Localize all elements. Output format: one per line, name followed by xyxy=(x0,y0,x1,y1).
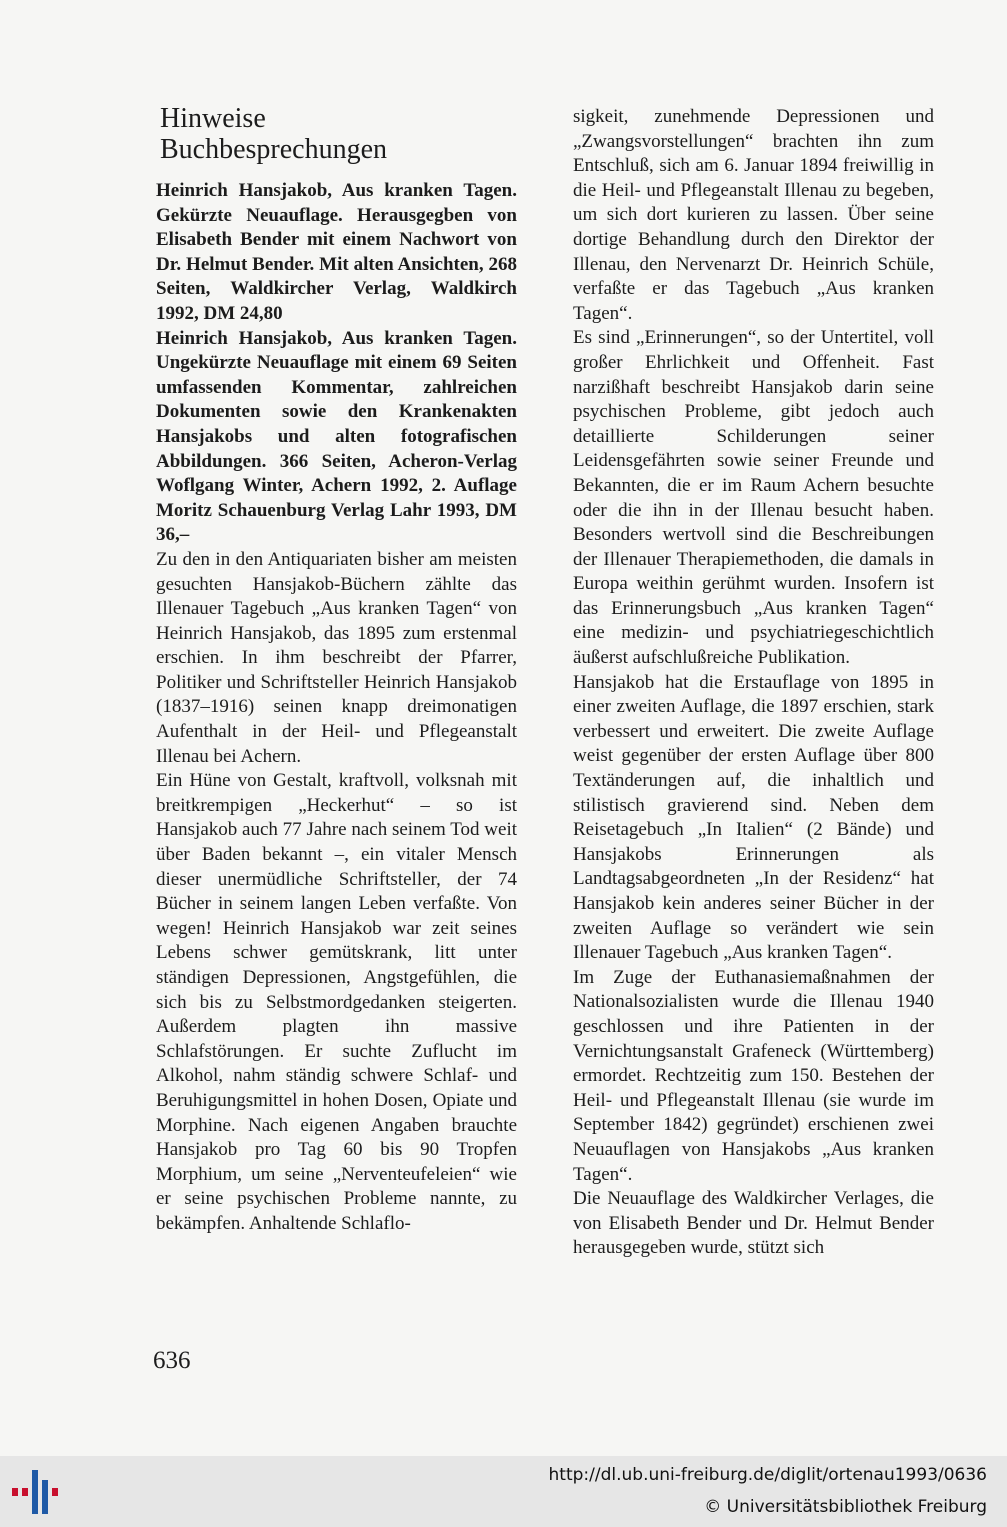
body-paragraph: Es sind „Erinnerungen“, so der Untertitel, voll großer Ehrlichkeit und Offenheit. Fast narzißhaft beschreibt Hansjakob darin seine psychischen Probleme, gibt jedoch auch detaillierte Schilderungen seiner Leidensgefährten sowie seiner Freunde und Bekannten, die er im Raum Achern besuchte oder die ihn in der Illenau besucht haben. Besonders wertvoll sind die Beschreibungen der Illenauer Therapiemethoden, die damals in Europa weithin gerühmt wurden. Insofern ist das Erinnerungsbuch „Aus kranken Tagen“ eine medizin- und psychiatriegeschichtlich äußerst aufschlußreiche Publikation. xyxy=(573,327,934,669)
heading-line-1: Hinweise xyxy=(160,103,266,134)
copyright-notice: © Universitätsbibliothek Freiburg xyxy=(704,1497,987,1517)
library-logo-icon[interactable] xyxy=(12,1466,64,1518)
heading-line-2: Buchbesprechungen xyxy=(160,134,388,165)
page-number: 636 xyxy=(153,1347,191,1374)
bibliographic-entry-1: Heinrich Hansjakob, Aus kranken Tagen. Gekürzte Neuauflage. Herausgegben von Elisabeth Bender mit einem Nachwort von Dr. Helmut Bender. Mit alten Ansichten, 268 Seiten, Waldkircher Verlag, Waldkirch 1992, DM 24,80 xyxy=(156,180,517,324)
body-paragraph: Die Neuauflage des Waldkircher Verlages, die von Elisabeth Bender und Dr. Helmut Bender herausgegeben wurde, stützt sich xyxy=(573,1188,934,1259)
left-column xyxy=(156,179,517,1237)
permalink-url[interactable]: http://dl.ub.uni-freiburg.de/diglit/ortenau1993/0636 xyxy=(548,1465,987,1485)
right-column xyxy=(573,105,934,1261)
body-paragraph: sigkeit, zunehmende Depressionen und „Zwangsvorstellungen“ brachten ihn zum Entschluß, sich am 6. Januar 1894 freiwillig in die Heil- und Pflegeanstalt Illenau zu begeben, um sich dort kurieren zu lassen. Über seine dortige Behandlung durch den Direktor der Illenau, den Nervenarzt Dr. Heinrich Schüle, verfaßte er das Tagebuch „Aus kranken Tagen“. xyxy=(573,106,934,324)
bibliographic-entry-2: Heinrich Hansjakob, Aus kranken Tagen. Ungekürzte Neuauflage mit einem 69 Seiten umfassenden Kommentar, zahlreichen Dokumenten sowie den Krankenakten Hansjakobs und alten fotografischen Abbildungen. 366 Seiten, Acheron-Verlag Woflgang Winter, Achern 1992, 2. Auflage Moritz Schauenburg Verlag Lahr 1993, DM 36,– xyxy=(156,327,517,546)
section-heading xyxy=(160,103,387,165)
body-paragraph: Hansjakob hat die Erstauflage von 1895 in einer zweiten Auflage, die 1897 erschien, stark verbessert und erweitert. Die zweite Auflage weist gegenüber der ersten Auflage über 800 Textänderungen auf, die inhaltlich und stilistisch gravierend sind. Neben dem Reisetagebuch „In Italien“ (2 Bände) und Hansjakobs Erinnerungen als Landtagsabgeordneten „In der Residenz“ hat Hansjakob kein anderes seiner Bücher in der zweiten Auflage so verändert wie sein Illenauer Tagebuch „Aus kranken Tagen“. xyxy=(573,671,934,964)
body-paragraph: Ein Hüne von Gestalt, kraftvoll, volksnah mit breitkrempigen „Heckerhut“ – so ist Hansjakob auch 77 Jahre nach seinem Tod weit über Baden bekannt –, ein vitaler Mensch dieser unermüdliche Schriftsteller, der 74 Bücher in seinem langen Leben verfaßte. Von wegen! Heinrich Hansjakob war zeit seines Lebens schwer gemütskrank, litt unter ständigen Depressionen, Angstgefühlen, die sich bis zu Selbstmordgedanken steigerten. Außerdem plagten ihn massive Schlafstörungen. Er suchte Zuflucht im Alkohol, nahm ständig schwere Schlaf- und Beruhigungsmittel in hohen Dosen, Opiate und Morphine. Nach eigenen Angaben brauchte Hansjakob pro Tag 60 bis 90 Tropfen Morphium, um seine „Nerventeufeleien“ wie er seine psychischen Probleme nannte, zu bekämpfen. Anhaltende Schlaflo- xyxy=(156,770,517,1234)
body-paragraph: Zu den in den Antiquariaten bisher am meisten gesuchten Hansjakob-Büchern zählte das Illenauer Tagebuch „Aus kranken Tagen“ von Heinrich Hansjakob, das 1895 zum erstenmal erschien. In ihm beschreibt der Pfarrer, Politiker und Schriftsteller Heinrich Hansjakob (1837–1916) seinen knapp dreimonatigen Aufenthalt in der Heil- und Pflegeanstalt Illenau bei Achern. xyxy=(156,548,517,767)
body-paragraph: Im Zuge der Euthanasiemaßnahmen der Nationalsozialisten wurde die Illenau 1940 geschlossen und ihre Patienten in der Vernichtungsanstalt Grafeneck (Württemberg) ermordet. Rechtzeitig zum 150. Bestehen der Heil- und Pflegeanstalt Illenau (sie wurde im September 1842) gegründet) erschienen zwei Neuauflagen von Hansjakobs „Aus kranken Tagen“. xyxy=(573,966,934,1185)
